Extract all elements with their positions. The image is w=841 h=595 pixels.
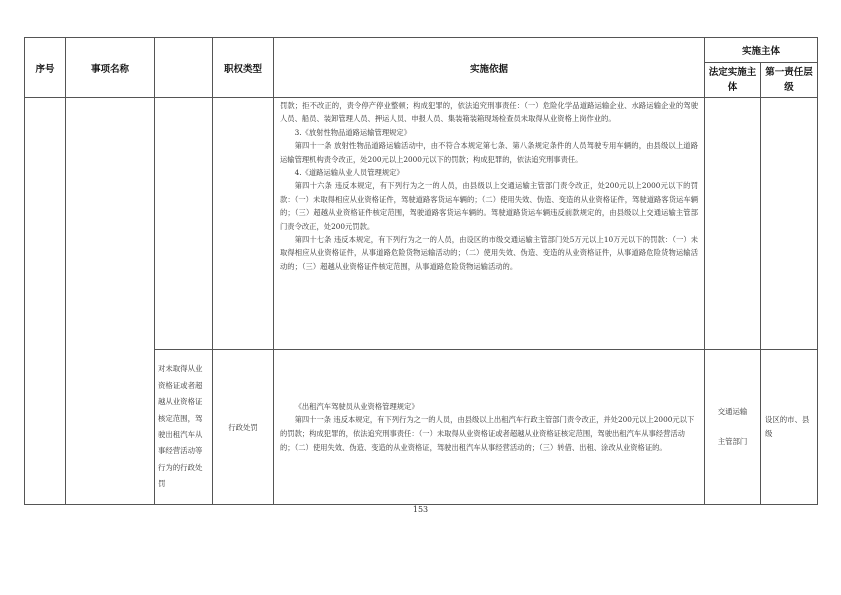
basis-paragraph: 第四十一条 放射性物品道路运输活动中，由不符合本规定第七条、第八条规定条件的人员驾驶专用车辆的，由县级以上道路运输管理机构责令改正，处200元以上2000元以下的罚款；构成犯罪的，依法追究刑事责任。 (280, 141, 698, 164)
basis-paragraph: 第四十七条 违反本规定，有下列行为之一的人员，由设区的市级交通运输主管部门处5万元以上10万元以下的罚款：（一）未取得相应从业资格证件，从事道路危险货物运输活动的；（二）使用失效、伪造、变造的从业资格证件，从事道路危险货物运输活动的；（三）超越从业资格证件核定范围，从事道路危险货物运输活动的。 (280, 235, 698, 271)
table-row (25, 98, 818, 350)
subject-legal-text: 交通运输主管部门 (717, 407, 748, 446)
header-type: 职权类型 (213, 38, 274, 98)
subject-level-cell (761, 98, 818, 350)
basis-paragraph: 3.《放射性物品道路运输管理规定》 (294, 127, 412, 137)
item-name-cell: 对未取得从业资格证或者超越从业资格证核定范围，驾驶出租汽车从事经营活动等行为的行政处罚 (155, 350, 213, 505)
basis-cell (274, 350, 705, 505)
subject-legal-cell (705, 98, 761, 350)
document-page (24, 37, 817, 505)
blank-cell (155, 98, 213, 350)
basis-paragraph: 第四十六条 违反本规定，有下列行为之一的人员，由县级以上交通运输主管部门责令改正，处200元以上2000元以下的罚款：（一）未取得相应从业资格证件，驾驶道路客货运车辆的；（二）使用失效、伪造、变造的从业资格证件，驾驶道路客货运车辆的；（三）超越从业资格证件核定范围，驾驶道路客货运车辆的。驾驶道路货运车辆违反前款规定的，由县级以上交通运输主管部门责令改正，处200元罚款。 (280, 181, 698, 231)
header-subject-level: 第一责任层级 (761, 63, 818, 98)
name-cell (66, 98, 155, 505)
authority-table (24, 37, 818, 505)
basis-title: 《出租汽车驾驶员从业资格管理规定》 (294, 401, 419, 411)
authority-type-cell: 行政处罚 (213, 350, 274, 505)
header-subject: 实施主体 (705, 38, 818, 63)
basis-cell (274, 98, 705, 350)
header-basis: 实施依据 (274, 38, 705, 98)
basis-paragraph: 第四十一条 违反本规定，有下列行为之一的人员，由县级以上出租汽车行政主管部门责令改正，并处200元以上2000元以下的罚款；构成犯罪的，依法追究刑事责任：（一）未取得从业资格证或者超越从业资格证核定范围，驾驶出租汽车从事经营活动的；（二）使用失效、伪造、变造的从业资格证，驾驶出租汽车从事经营活动的；（三）转借、出租、涂改从业资格证的。 (280, 415, 695, 452)
header-seq: 序号 (25, 38, 66, 98)
subject-level-text: 设区的市、县级 (765, 415, 810, 438)
basis-paragraph: 4.《道路运输从业人员管理规定》 (294, 168, 404, 178)
header-blank (155, 38, 213, 98)
type-cell (213, 98, 274, 350)
seq-cell (25, 98, 66, 505)
header-name: 事项名称 (66, 38, 155, 98)
header-subject-legal: 法定实施主体 (705, 63, 761, 98)
basis-paragraph: 罚款；拒不改正的，责令停产停业整顿；构成犯罪的，依法追究刑事责任：（一）危险化学品道路运输企业、水路运输企业的驾驶人员、船员、装卸管理人员、押运人员、申报人员、集装箱装箱现场检查员未取得从业资格上岗作业的。 (280, 101, 698, 124)
subject-level-cell (761, 350, 818, 505)
subject-legal-cell (705, 350, 761, 505)
page-number: 153 (412, 505, 429, 514)
